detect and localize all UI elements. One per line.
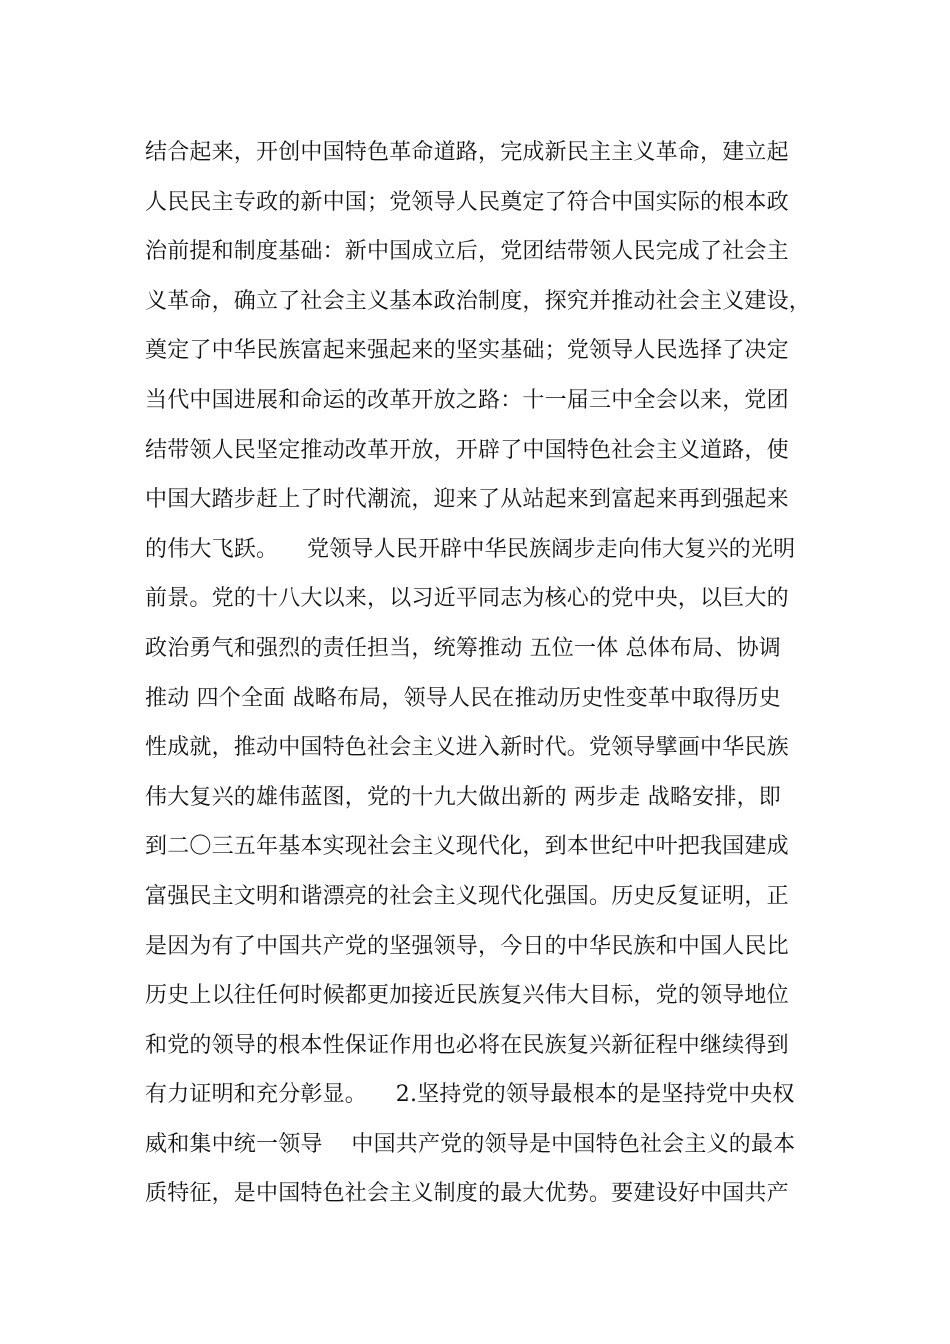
text-line: 义革命，确立了社会主义基本政治制度，探究并推动社会主义建设， <box>145 288 812 314</box>
text-line: 是因为有了中国共产党的坚强领导，今日的中华民族和中国人民比 <box>145 933 789 959</box>
text-line: 到二〇三五年基本实现社会主义现代化，到本世纪中叶把我国建成 <box>145 834 789 860</box>
text-line: 和党的领导的根本性保证作用也必将在民族复兴新征程中继续得到 <box>145 1032 789 1058</box>
text-line: 质特征，是中国特色社会主义制度的最大优势。要建设好中国共产 <box>145 1181 789 1207</box>
text-line: 推动 四个全面 战略布局，领导人民在推动历史性变革中取得历史 <box>145 685 781 711</box>
text-line: 人民民主专政的新中国；党领导人民奠定了符合中国实际的根本政 <box>145 189 789 215</box>
text-line: 历史上以往任何时候都更加接近民族复兴伟大目标，党的领导地位 <box>145 983 789 1009</box>
text-line: 伟大复兴的雄伟蓝图，党的十九大做出新的 两步走 战略安排，即 <box>145 784 781 810</box>
text-line: 奠定了中华民族富起来强起来的坚实基础；党领导人民选择了决定 <box>145 338 789 364</box>
text-line: 有力证明和充分彰显。 2.坚持党的领导最根本的是坚持党中央权 <box>145 1082 795 1108</box>
text-line: 威和集中统一领导 中国共产党的领导是中国特色社会主义的最本 <box>145 1131 796 1157</box>
text-line: 政治勇气和强烈的责任担当，统筹推动 五位一体 总体布局、协调 <box>145 635 781 661</box>
text-line: 结合起来，开创中国特色革命道路，完成新民主主义革命，建立起 <box>145 140 789 165</box>
text-line: 中国大踏步赶上了时代潮流，迎来了从站起来到富起来再到强起来 <box>145 487 789 513</box>
text-line: 治前提和制度基础：新中国成立后，党团结带领人民完成了社会主 <box>145 239 789 265</box>
text-line: 富强民主文明和谐漂亮的社会主义现代化强国。历史反复证明，正 <box>145 883 789 909</box>
text-line: 当代中国进展和命运的改革开放之路：十一届三中全会以来，党团 <box>145 387 789 413</box>
body-text <box>145 128 825 1219</box>
text-line: 前景。党的十八大以来，以习近平同志为核心的党中央，以巨大的 <box>145 586 789 612</box>
text-line: 结带领人民坚定推动改革开放，开辟了中国特色社会主义道路，使 <box>145 437 789 463</box>
text-line: 的伟大飞跃。 党领导人民开辟中华民族阔步走向伟大复兴的光明 <box>145 536 796 562</box>
text-line: 性成就，推动中国特色社会主义进入新时代。党领导擘画中华民族 <box>145 735 789 761</box>
